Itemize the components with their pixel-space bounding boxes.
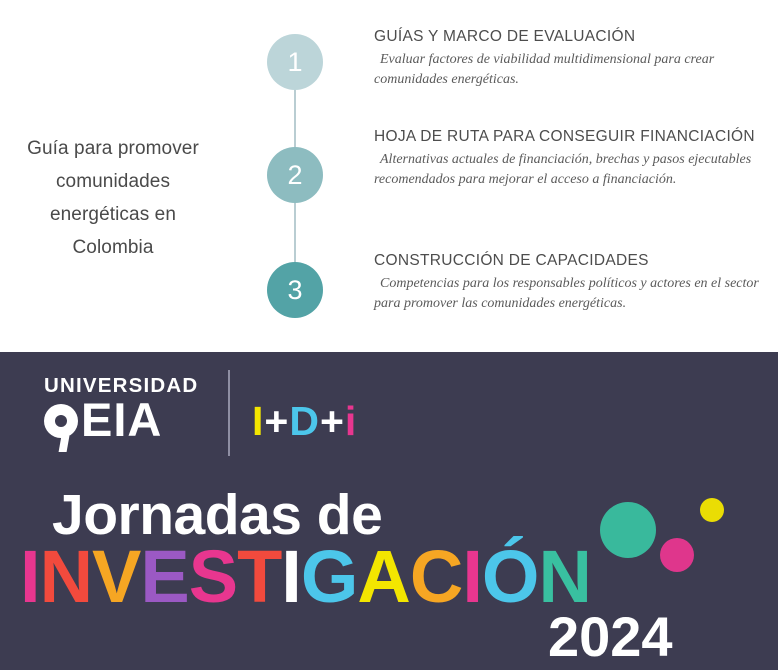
step-3-text xyxy=(374,252,766,314)
step-3-bullet: 3 xyxy=(267,262,323,318)
step-1-body: Evaluar factores de viabilidad multidimensional para crear comunidades energéticas. xyxy=(374,52,715,87)
logo-universidad-text: UNIVERSIDAD xyxy=(44,374,199,397)
logo-eia-text xyxy=(44,394,214,446)
banner-title-line2: INVESTIGACIÓN xyxy=(20,535,591,618)
idi-i1: I xyxy=(252,398,265,444)
step-1-heading: GUÍAS Y MARCO DE EVALUACIÓN xyxy=(374,28,636,45)
idi-plus1: + xyxy=(264,398,290,444)
decorative-blob-pink xyxy=(660,538,694,572)
step-2-heading: HOJA DE RUTA PARA CONSEGUIR FINANCIACIÓN xyxy=(374,128,755,145)
logo-circle-mark xyxy=(44,402,84,442)
step-2-bullet: 2 xyxy=(267,147,323,203)
step-2-text xyxy=(374,128,766,190)
step-1-bullet: 1 xyxy=(267,34,323,90)
banner-year: 2024 xyxy=(548,605,673,668)
step-2-body: Alternativas actuales de financiación, brechas y pasos ejecutables recomendados para mejorar el acceso a financiación. xyxy=(374,152,752,187)
step-3-body: Competencias para los responsables políticos y actores en el sector para promover las comunidades energéticas. xyxy=(374,276,759,311)
eia-logo xyxy=(44,374,214,446)
banner-title-line1: Jornadas de xyxy=(52,483,383,547)
decorative-blob-yellow xyxy=(700,498,724,522)
idi-logo xyxy=(252,398,357,445)
idi-i2: i xyxy=(344,398,358,444)
logo-divider xyxy=(228,370,230,456)
idi-plus2: + xyxy=(319,398,345,444)
event-banner xyxy=(0,352,778,670)
step-1-text xyxy=(374,28,766,90)
logo-circle-tail xyxy=(59,436,70,452)
decorative-blob-teal xyxy=(600,502,656,558)
logo-eia-letters: EIA xyxy=(81,393,163,446)
step-3-heading: CONSTRUCCIÓN DE CAPACIDADES xyxy=(374,252,649,269)
diagram-title: Guía para promover comunidades energéticas en Colombia xyxy=(27,138,199,258)
idi-d: D xyxy=(289,398,320,444)
